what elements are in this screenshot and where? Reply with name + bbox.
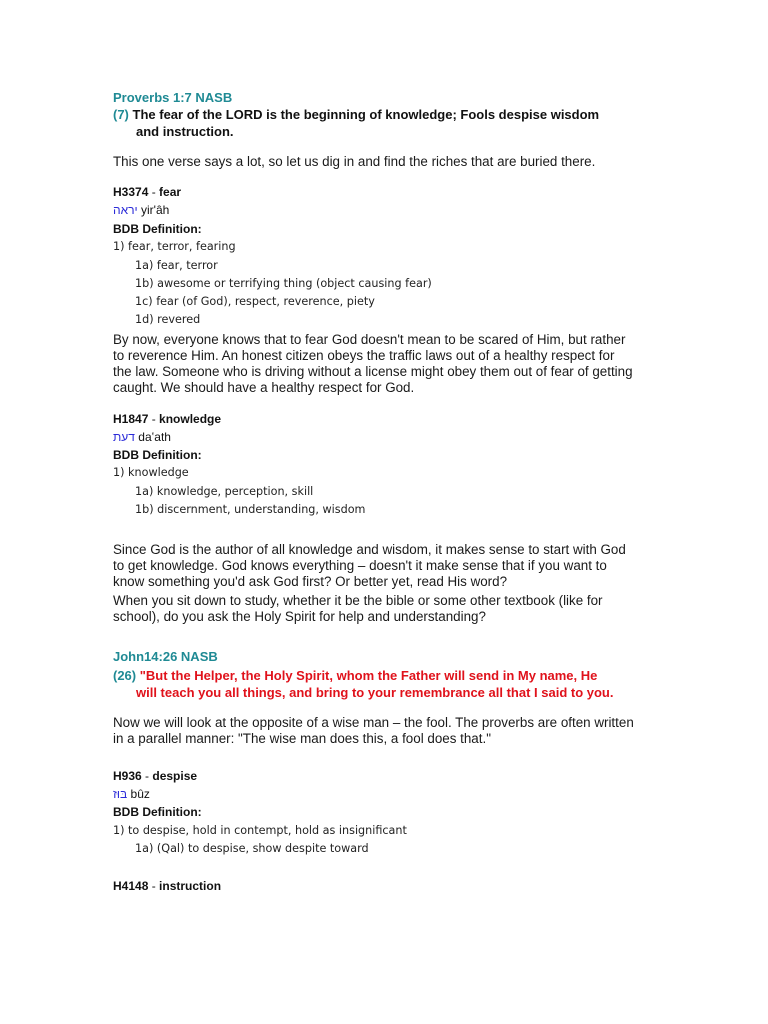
definition-1a: 1a) (Qal) to despise, show despite toward [135, 842, 369, 855]
verse-text [113, 107, 599, 122]
fool-paragraph-line-2: in a parallel manner: "The wise man does this, a fool does that." [113, 731, 491, 746]
verse-line-1: "But the Helper, the Holy Spirit, whom the Father will send in My name, He [139, 668, 598, 683]
knowledge-paragraph-line-4: When you sit down to study, whether it be the bible or some other textbook (like for [113, 593, 603, 608]
fool-paragraph-line-1: Now we will look at the opposite of a wise man – the fool. The proverbs are often written [113, 715, 634, 730]
intro-paragraph: This one verse says a lot, so let us dig in and find the riches that are buried there. [113, 154, 596, 169]
definition-1a: 1a) knowledge, perception, skill [135, 485, 314, 498]
hebrew-word: יראה [113, 203, 138, 217]
knowledge-paragraph-line-5: school), do you ask the Holy Spirit for help and understanding? [113, 609, 486, 624]
strongs-code: H4148 [113, 879, 149, 893]
fear-paragraph-line-1: By now, everyone knows that to fear God doesn't mean to be scared of Him, but rather [113, 332, 626, 347]
separator: - [148, 879, 160, 893]
strongs-entry-heading [113, 769, 197, 783]
verse-line-1: The fear of the LORD is the beginning of knowledge; Fools despise wisdom [132, 107, 600, 122]
verse-number: (26) [113, 668, 137, 683]
hebrew-line [113, 787, 150, 801]
hebrew-line [113, 203, 169, 217]
transliteration: bûz [127, 787, 150, 801]
strongs-entry-heading [113, 412, 221, 426]
verse-line-2: will teach you all things, and bring to your remembrance all that I said to you. [136, 685, 614, 700]
definition-1d: 1d) revered [135, 313, 201, 326]
strongs-code: H936 [113, 769, 142, 783]
fear-paragraph-line-2: to reverence Him. An honest citizen obeys the traffic laws out of a healthy respect for [113, 348, 615, 363]
definition-1: 1) to despise, hold in contempt, hold as insignificant [113, 824, 407, 837]
verse-text [113, 668, 597, 683]
transliteration: da‛ath [134, 430, 171, 444]
definition-1: 1) knowledge [113, 466, 189, 479]
definition-1: 1) fear, terror, fearing [113, 240, 236, 253]
bdb-label: BDB Definition: [113, 222, 202, 236]
strongs-entry-heading [113, 879, 221, 893]
verse-number: (7) [113, 107, 129, 122]
definition-1b: 1b) discernment, understanding, wisdom [135, 503, 366, 516]
verse-line-2: and instruction. [136, 124, 234, 139]
transliteration: yir'âh [137, 203, 170, 217]
strongs-entry-heading [113, 185, 181, 199]
scripture-reference: John14:26 NASB [113, 649, 218, 664]
hebrew-line [113, 430, 171, 444]
definition-1b: 1b) awesome or terrifying thing (object causing fear) [135, 277, 432, 290]
bdb-label: BDB Definition: [113, 805, 202, 819]
definition-1c: 1c) fear (of God), respect, reverence, piety [135, 295, 375, 308]
bdb-label: BDB Definition: [113, 448, 202, 462]
definition-1a: 1a) fear, terror [135, 259, 218, 272]
separator: - [148, 412, 160, 426]
strongs-word: fear [159, 185, 182, 199]
strongs-word: despise [152, 769, 198, 783]
strongs-word: instruction [159, 879, 222, 893]
knowledge-paragraph-line-3: know something you'd ask God first? Or better yet, read His word? [113, 574, 508, 589]
knowledge-paragraph-line-1: Since God is the author of all knowledge and wisdom, it makes sense to start with God [113, 542, 626, 557]
knowledge-paragraph-line-2: to get knowledge. God knows everything – doesn't it make sense that if you want to [113, 558, 607, 573]
strongs-code: H3374 [113, 185, 149, 199]
strongs-code: H1847 [113, 412, 149, 426]
separator: - [148, 185, 160, 199]
separator: - [141, 769, 153, 783]
scripture-reference: Proverbs 1:7 NASB [113, 90, 233, 105]
strongs-word: knowledge [159, 412, 222, 426]
hebrew-word: דעת [113, 430, 135, 444]
fear-paragraph-line-3: the law. Someone who is driving without a license might obey them out of fear of getting [113, 364, 633, 379]
hebrew-word: בּוּז [113, 787, 128, 801]
fear-paragraph-line-4: caught. We should have a healthy respect for God. [113, 380, 415, 395]
